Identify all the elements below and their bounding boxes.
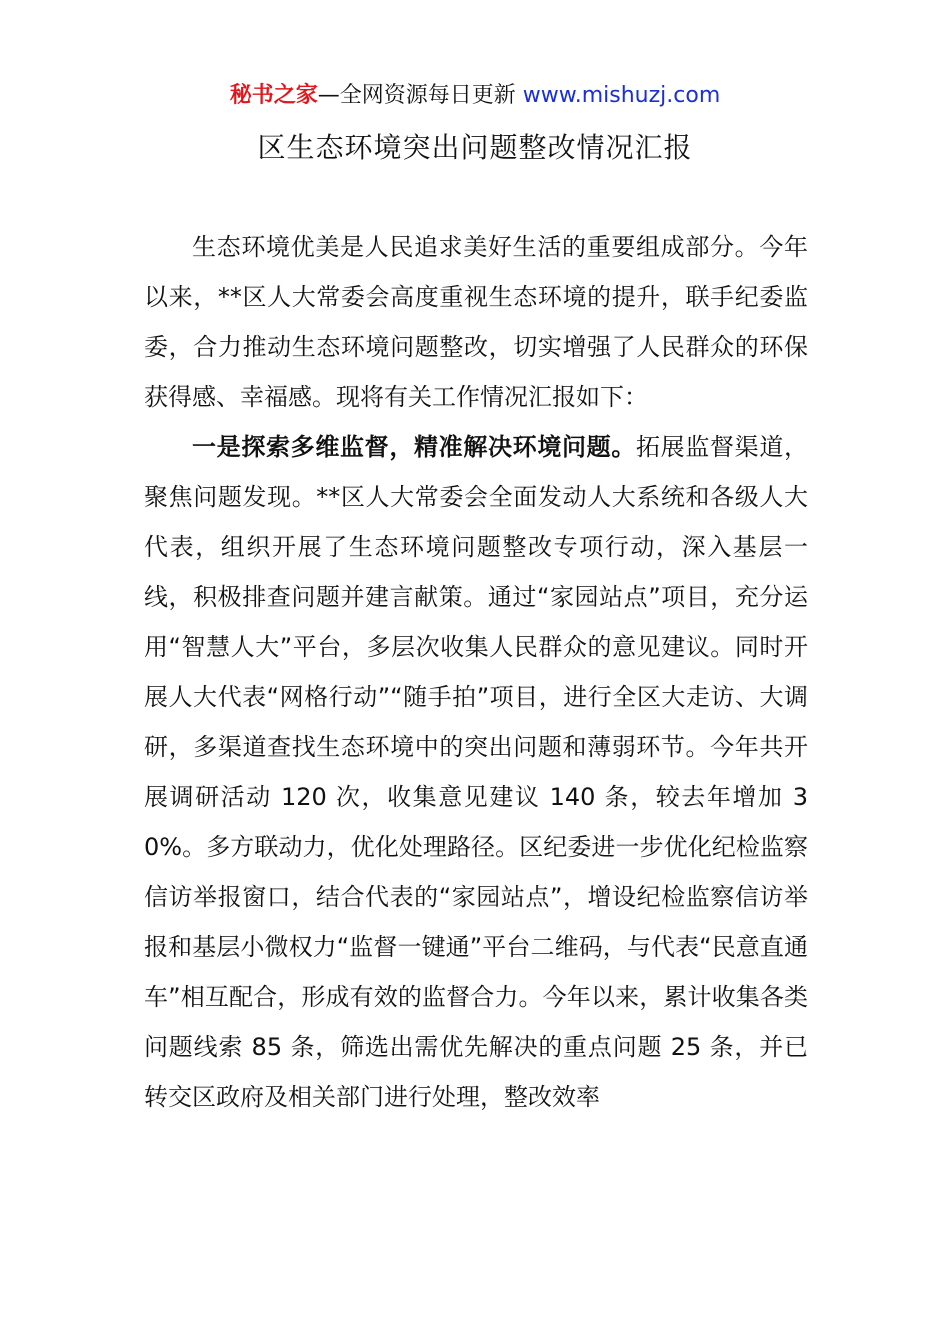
- document-body: [144, 222, 808, 1122]
- section-one-heading: 一是探索多维监督，精准解决环境问题。: [192, 433, 636, 461]
- intro-paragraph: [144, 222, 808, 422]
- site-url-link[interactable]: www.mishuzj.com: [522, 83, 721, 108]
- section-one-text: 拓展监督渠道，聚焦问题发现。**区人大常委会全面发动人大系统和各级人大代表，组织开展了生态环境问题整改专项行动，深入基层一线，积极排查问题并建言献策。通过“家园站点”项目，充分运用“智慧人大”平台，多层次收集人民群众的意见建议。同时开展人大代表“网格行动”“随手拍”项目，进行全区大走访、大调研，多渠道查找生态环境中的突出问题和薄弱环节。今年共开展调研活动 120 次，收集意见建议 140 条，较去年增加 30%。多方联动力，优化处理路径。区纪委进一步优化纪检监察信访举报窗口，结合代表的“家园站点”，增设纪检监察信访举报和基层小微权力“监督一键通”平台二维码，与代表“民意直通车”相互配合，形成有效的监督合力。今年以来，累计收集各类问题线索 85 条，筛选出需优先解决的重点问题 25 条，并已转交区政府及相关部门进行处理，整改效率: [144, 433, 808, 1111]
- section-one-paragraph: [144, 422, 808, 1122]
- header-tagline: —全网资源每日更新: [317, 83, 516, 108]
- site-header: [0, 80, 950, 112]
- document-title: 区生态环境突出问题整改情况汇报: [257, 131, 693, 164]
- brand-name: 秘书之家: [229, 83, 318, 108]
- intro-paragraph-text: 生态环境优美是人民追求美好生活的重要组成部分。今年以来，**区人大常委会高度重视生态环境的提升，联手纪委监委，合力推动生态环境问题整改，切实增强了人民群众的环保获得感、幸福感。现将有关工作情况汇报如下：: [144, 233, 808, 411]
